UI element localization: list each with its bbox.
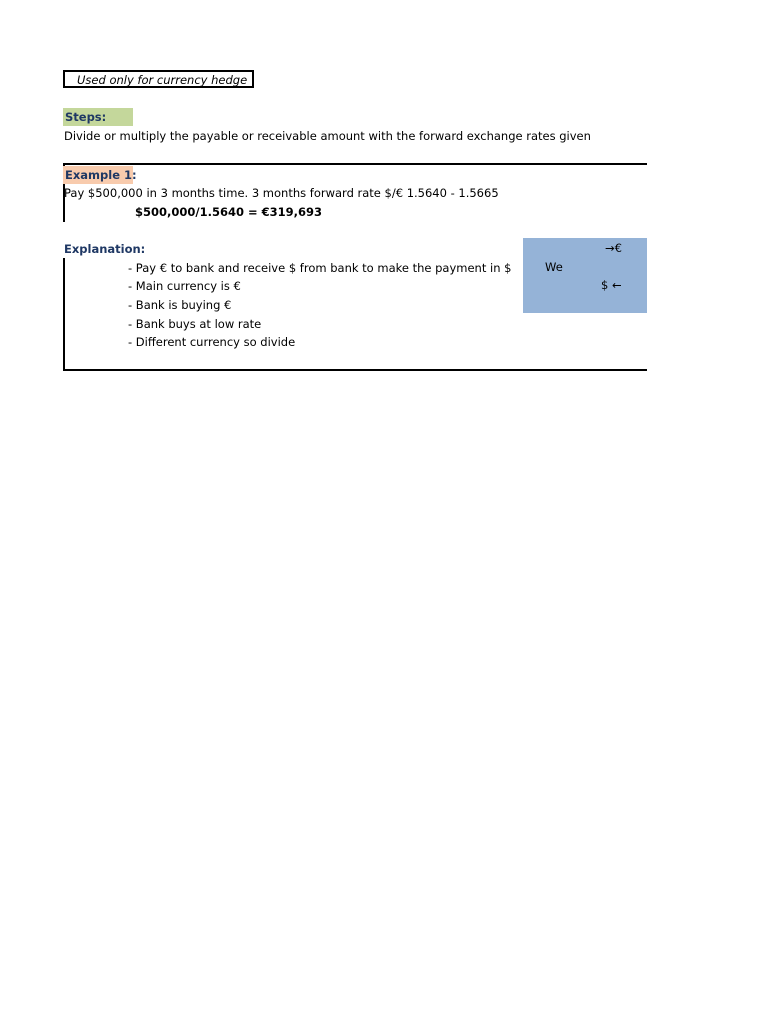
currency-hedge-note: Used only for currency hedge (63, 70, 254, 88)
explanation-label: Explanation: (64, 242, 146, 256)
example-frame-bottom-border (63, 369, 647, 371)
currency-flow-diagram (523, 238, 647, 313)
example-label: Example 1: (65, 168, 137, 182)
euro-outflow-arrow: →€ (605, 241, 622, 255)
explanation-point: - Bank buys at low rate (128, 317, 262, 331)
example-frame-top-border (63, 163, 647, 165)
explanation-point: - Different currency so divide (128, 335, 296, 349)
explanation-point: - Main currency is € (128, 279, 241, 293)
explanation-point: - Bank is buying € (128, 298, 232, 312)
explanation-point: - Pay € to bank and receive $ from bank to make the payment in $ (128, 261, 512, 275)
we-label: We (545, 260, 563, 274)
example-question: Pay $500,000 in 3 months time. 3 months forward rate $/€ 1.5640 - 1.5665 (64, 186, 499, 200)
steps-text: Divide or multiply the payable or receivable amount with the forward exchange rates given (64, 129, 591, 143)
steps-label: Steps: (63, 108, 133, 126)
dollar-inflow-arrow: $ ← (601, 278, 622, 292)
example-calculation: $500,000/1.5640 = €319,693 (135, 205, 322, 219)
